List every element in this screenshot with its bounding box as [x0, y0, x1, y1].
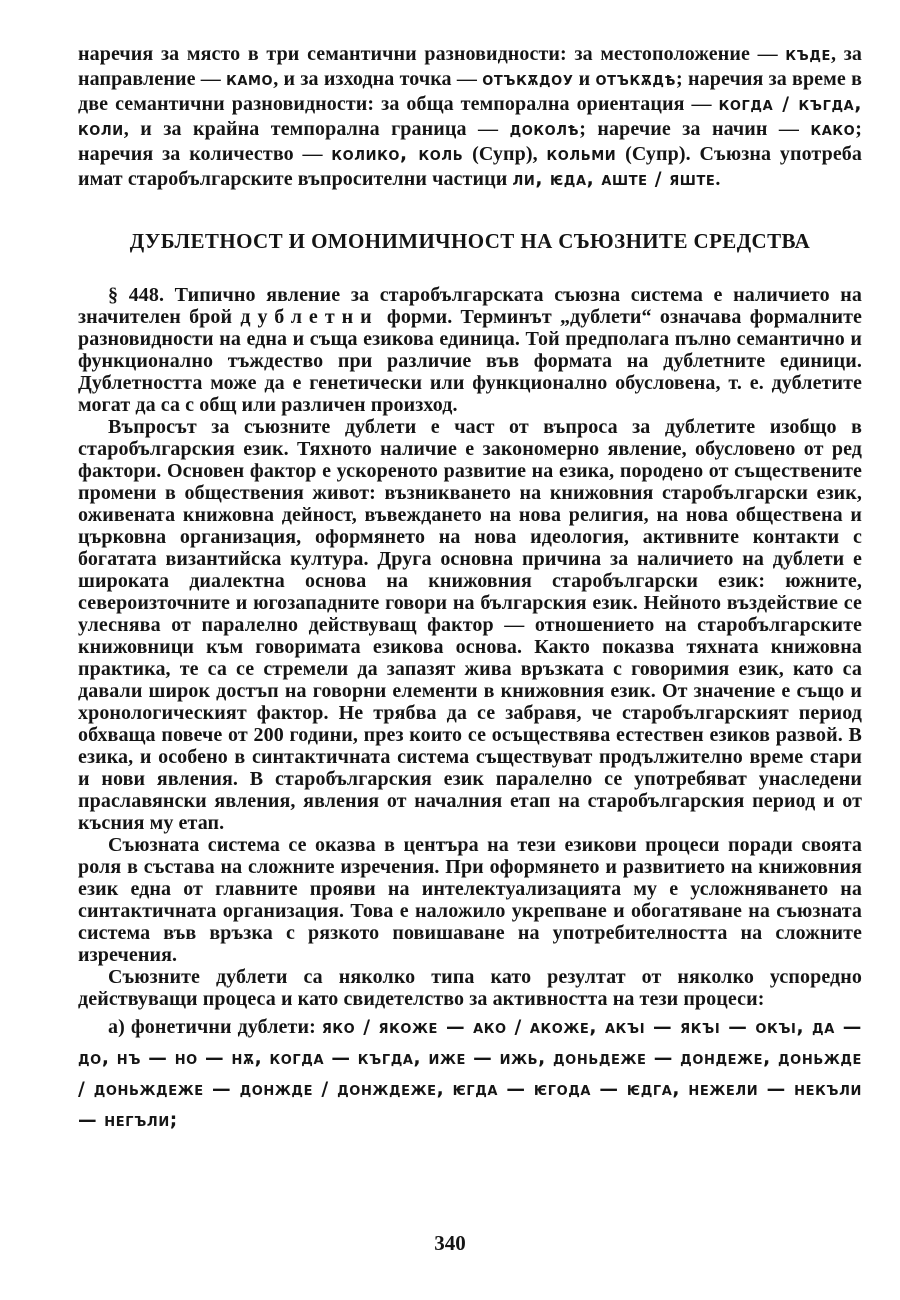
section-heading: ДУБЛЕТНОСТ И ОМОНИМИЧНОСТ НА СЪЮЗНИТЕ СРЕДСТВА: [129, 229, 811, 253]
text-segment: .: [715, 168, 721, 190]
old-cyrillic-text: како: [810, 119, 856, 140]
old-cyrillic-text: отъкѫдѣ: [595, 69, 677, 90]
text-segment: Съюзните дублети са няколко типа като резултат от няколко успоредно действуващи процеса и като свидетелство за активността на тези процеси:: [78, 966, 862, 1010]
text-segment: (Супр). Съюзна употреба имат старобългарските въпросителни частици: [78, 143, 862, 190]
old-cyrillic-text: доколѣ: [509, 119, 580, 140]
text-segment: ; наречия за количество —: [78, 118, 863, 165]
letter-spaced-text: дублетни: [240, 306, 379, 328]
paragraph-adverbs-continuation: [78, 42, 862, 192]
text-segment: ; наречие за начин —: [579, 118, 811, 140]
text-block: [78, 42, 862, 1136]
old-cyrillic-text: колико, коль: [331, 144, 464, 165]
old-cyrillic-text: ли, ѥда, аште / яште: [512, 169, 716, 190]
old-cyrillic-text: отъкѫдоу: [482, 69, 574, 90]
paragraph-doublet-factors: [78, 416, 862, 834]
text-segment: Съюзната система се оказва в центъра на тези езикови процеси поради своята роля в състава на сложните изречения. При оформянето и развитието на книжовния език една от главните прояви на интелектуализацията му е усложняването на синтактичната организация. Това е наложило укрепване и обогатяване на съюзната система във връзка с рязкото повишаване на употребителността на сложните изречения.: [78, 834, 862, 966]
old-cyrillic-text: камо: [226, 69, 274, 90]
text-segment: (Супр),: [463, 143, 547, 165]
old-cyrillic-text: когда / къгда, коли: [78, 94, 862, 140]
text-segment: наречия за място в три семантични разновидности: за местоположение —: [78, 43, 786, 65]
old-cyrillic-text: яко / якоже — ако / акоже, акъі — якъі — окъі, да — до, нъ — но — нѫ, когда — къгда, иже — ижь, доньдеже — дондеже, доньжде / доньждеже — донжде / донждеже, ѥгда — ѥгода — ѥдга, нежели — некъли — негъли;: [78, 1017, 862, 1131]
page-number: 340: [434, 1231, 466, 1255]
old-cyrillic-text: къде: [785, 44, 832, 65]
paragraph-union-system: [78, 834, 862, 966]
text-segment: а) фонетични дублети:: [108, 1016, 322, 1038]
paragraph-448: [78, 284, 862, 416]
text-segment: , и за изходна точка —: [273, 68, 483, 90]
text-segment: ; наречия за време в две семантични разновидности: за обща темпорална ориентация —: [78, 68, 862, 115]
list-item-phonetic-doublets: [78, 1012, 862, 1136]
text-segment: Въпросът за съюзните дублети е част от въпроса за дублетите изобщо в старобългарския език. Тяхното наличие е закономерно явление, обусловено от ред фактори. Основен фактор е ускореното развитие на езика, породено от съществените промени в обществения живот: възникването на книжовния старобългарски език, оживената книжовна дейност, въвеждането на нова религия, на нова обществена и църковна организация, оформянето на нова идеология, активните контакти с богатата византийска култура. Друга основна причина за наличието на дублети е широката диалектна основа на книжовния старобългарски език: южните, североизточните и югозападните говори на българския език. Нейното въздействие се улеснява от паралелно действуващ фактор — отношението на старобългарските книжовници към говоримата езикова основа. Както показва тяхната книжовна практика, те са се стремели да запазят жива връзката с говоримия език, като са давали широк достъп на говорни елементи в книжовния език. От значение е също и хронологическият фактор. Не трябва да се забравя, че старобългарският период обхваща повече от 200 години, през които се осъществява естествен езиков развой. В езика, и особено в синтактичната система съществуват продължително време стари и нови явления. В старобългарския език паралелно се употребяват унаследени праславянски явления, явления от началния етап на старобългарския период и от късния му етап.: [78, 416, 862, 834]
text-segment: § 448. Типично явление за старобългарската съюзна система е наличието на значителен брой: [78, 284, 862, 328]
text-segment: форми. Терминът „дублети“ означава формалните разновидности на една и съща езикова единица. Той предполага пълно семантично и функционално тъждество при различие във формата на дублетните единици. Дублетността може да е генетически или функционално обусловена, т. е. дублетите могат да са с общ или различен произход.: [78, 306, 862, 416]
paragraph-doublet-types: [78, 966, 862, 1010]
old-cyrillic-text: кольми: [546, 144, 617, 165]
text-segment: , и за крайна темпорална граница —: [123, 118, 510, 140]
text-segment: , за направление —: [78, 43, 862, 90]
text-segment: и: [573, 68, 596, 90]
